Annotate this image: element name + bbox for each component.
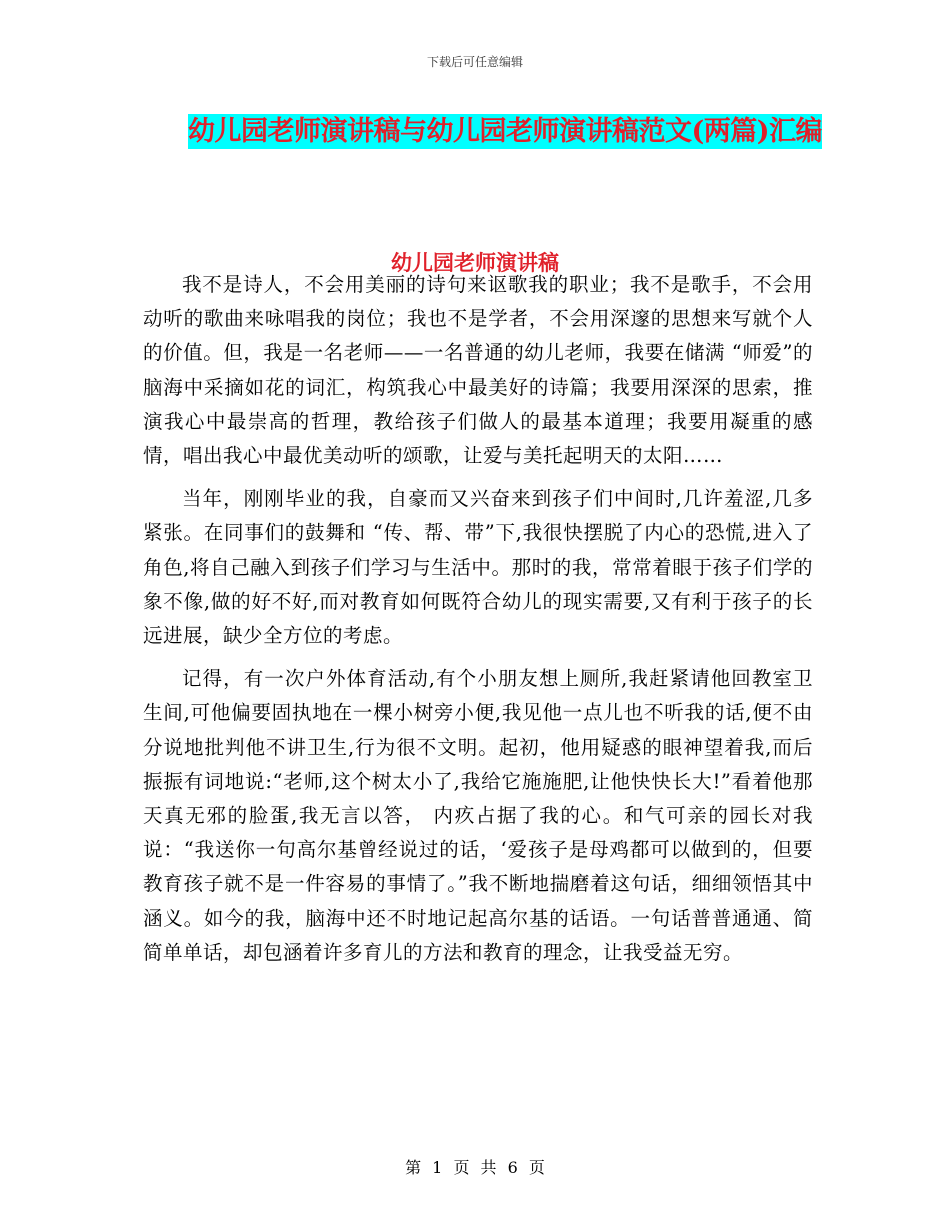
header-note: 下载后可任意编辑 — [426, 55, 523, 69]
page-footer: 第 1 页 共 6 页 — [405, 1158, 545, 1177]
document-title-text: 幼儿园老师演讲稿与幼儿园老师演讲稿范文(两篇)汇编 — [187, 116, 823, 147]
section-title: 幼儿园老师演讲稿 — [391, 250, 559, 275]
paragraph-2: 当年，刚刚毕业的我，自豪而又兴奋来到孩子们中间时,几许羞涩,几多紧张。在同事们的鼓舞和 “传、帮、带”下,我很快摆脱了内心的恐慌,进入了角色,将自己融入到孩子们学习与生活中。那时的我，常常着眼于孩子们学的象不像,做的好不好,而对教育如何既符合幼儿的现实需要,又有利于孩子的长远进展，缺少全方位的考虑。 — [143, 487, 813, 648]
paragraph-1: 我不是诗人，不会用美丽的诗句来讴歌我的职业；我不是歌手，不会用动听的歌曲来咏唱我的岗位；我也不是学者，不会用深邃的思想来写就个人的价值。但，我是一名老师——一名普通的幼儿老师，我要在储满 “师爱”的脑海中采摘如花的词汇，构筑我心中最美好的诗篇；我要用深深的思索，推演我心中最崇高的哲理，教给孩子们做人的最基本道理；我要用凝重的感情，唱出我心中最优美动听的颂歌，让爱与美托起明天的太阳…… — [143, 273, 813, 468]
paragraph-3: 记得，有一次户外体育活动,有个小朋友想上厕所,我赶紧请他回教室卫生间,可他偏要固执地在一棵小树旁小便,我见他一点儿也不听我的话,便不由分说地批判他不讲卫生,行为很不文明。起初，他用疑惑的眼神望着我,而后振振有词地说:“老师,这个树太小了,我给它施施肥,让他快快长大!”看着他那天真无邪的脸蛋,我无言以答， 内疚占据了我的心。和气可亲的园长对我说：“我送你一句高尔基曾经说过的话，‘爱孩子是母鸡都可以做到的，但要教育孩子就不是一件容易的事情了。”我不断地揣磨着这句话，细细领悟其中涵义。如今的我，脑海中还不时地记起高尔基的话语。一句话普普通通、简简单单话，却包涵着许多育儿的方法和教育的理念，让我受益无穷。 — [143, 667, 813, 964]
document-title — [185, 108, 825, 156]
document-body — [143, 268, 813, 979]
